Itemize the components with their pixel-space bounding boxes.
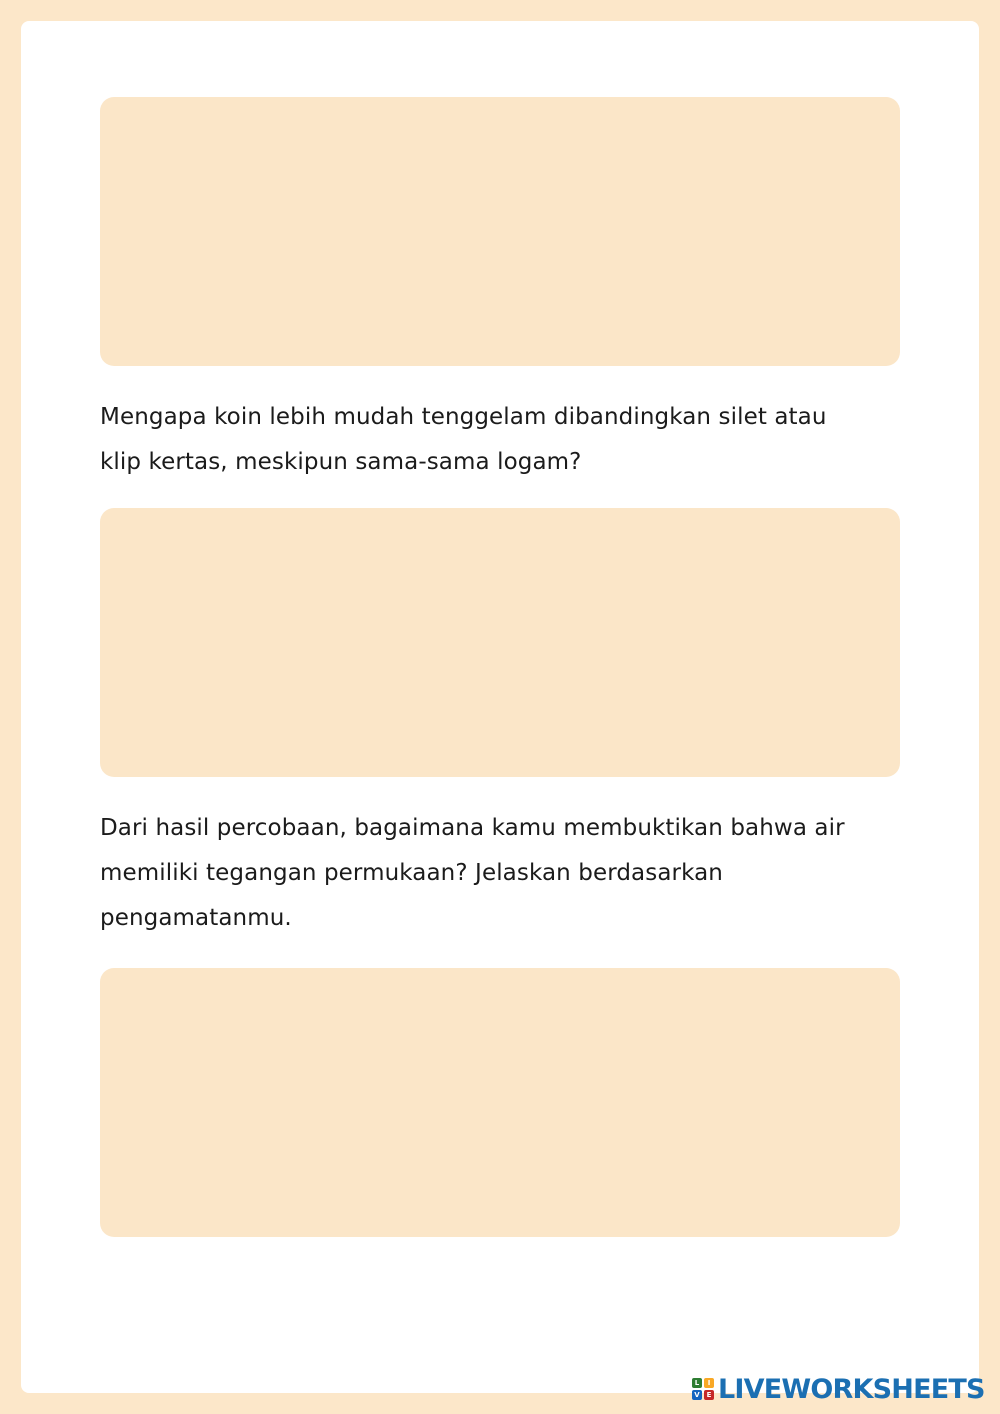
question-2-line-3: pengamatanmu. (100, 905, 292, 931)
liveworksheets-wordmark: LIVEWORKSHEETS (718, 1373, 985, 1405)
question-1-line-1: Mengapa koin lebih mudah tenggelam dibandingkan silet atau (100, 404, 827, 430)
question-1 (100, 395, 900, 485)
answer-box-1[interactable] (100, 97, 900, 366)
logo-letter-l: L (692, 1378, 702, 1388)
logo-letter-v: V (692, 1390, 702, 1400)
question-2-line-2: memiliki tegangan permukaan? Jelaskan berdasarkan (100, 860, 723, 886)
question-2 (100, 806, 900, 941)
logo-letter-i: I (704, 1378, 714, 1388)
liveworksheets-logo[interactable] (692, 1374, 985, 1404)
liveworksheets-logo-icon (692, 1378, 714, 1400)
answer-box-3[interactable] (100, 968, 900, 1237)
question-2-line-1: Dari hasil percobaan, bagaimana kamu membuktikan bahwa air (100, 815, 845, 841)
question-1-line-2: klip kertas, meskipun sama-sama logam? (100, 449, 582, 475)
answer-box-2[interactable] (100, 508, 900, 777)
logo-letter-e: E (704, 1390, 714, 1400)
